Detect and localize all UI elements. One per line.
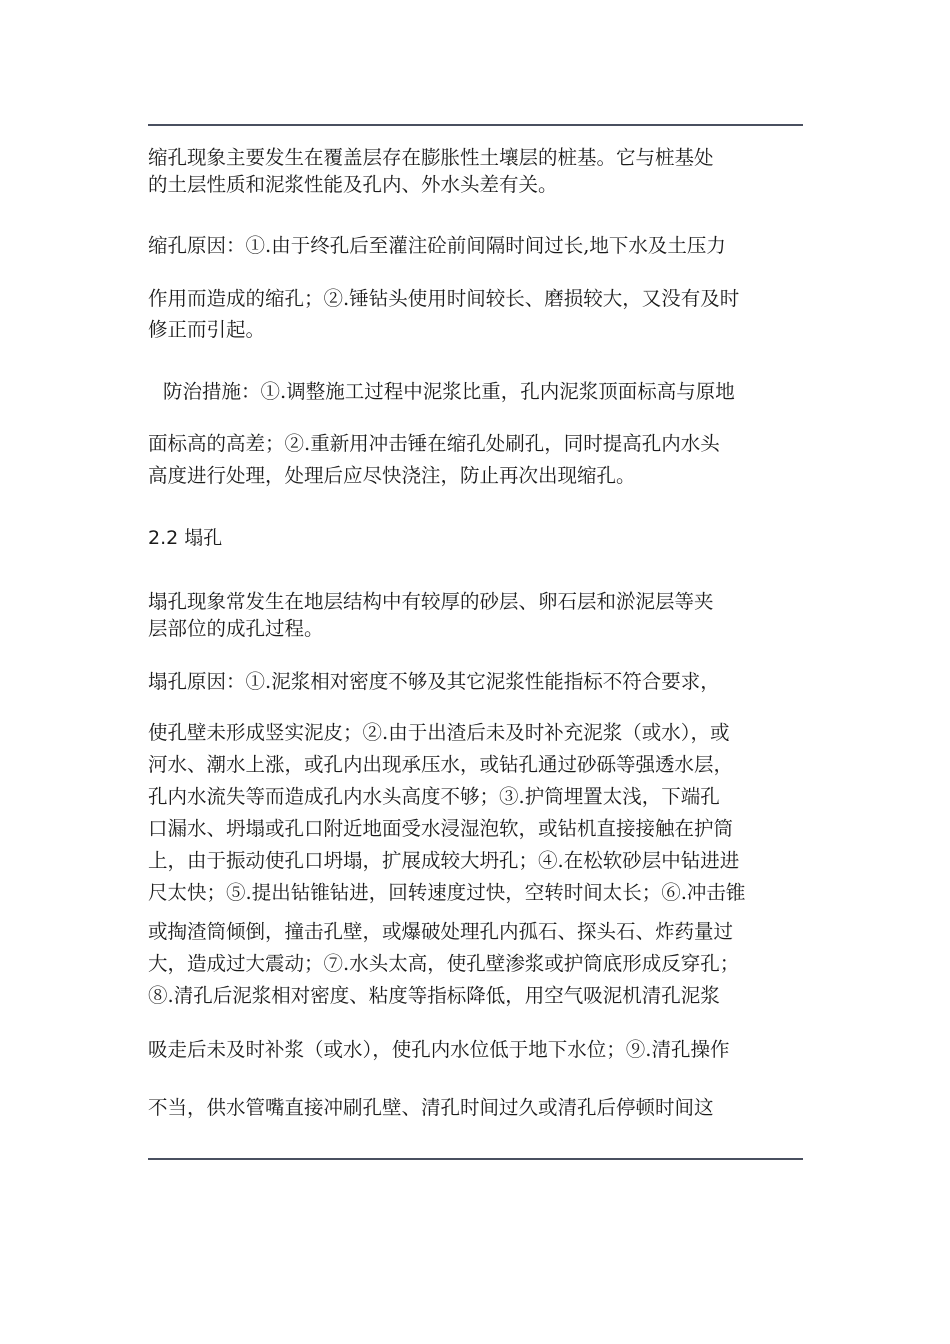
footer-rule xyxy=(148,1158,803,1160)
paragraph-line: 缩孔现象主要发生在覆盖层存在膨胀性土壤层的桩基。它与桩基处 xyxy=(148,146,714,169)
paragraph-line: 河水、潮水上涨，或孔内出现承压水，或钻孔通过砂砾等强透水层， xyxy=(148,753,734,776)
paragraph-line: 面标高的高差；②.重新用冲击锤在缩孔处刷孔，同时提高孔内水头 xyxy=(148,432,720,455)
header-rule xyxy=(148,124,803,126)
paragraph-line: 不当，供水管嘴直接冲刷孔壁、清孔时间过久或清孔后停顿时间这 xyxy=(148,1096,714,1119)
paragraph-line: 缩孔原因：①.由于终孔后至灌注砼前间隔时间过长,地下水及土压力 xyxy=(148,234,726,257)
paragraph-line: 使孔壁未形成竖实泥皮；②.由于出渣后未及时补充泥浆（或水），或 xyxy=(148,721,730,744)
section-heading: 2.2 塌孔 xyxy=(148,527,223,549)
paragraph-line: 吸走后未及时补浆（或水），使孔内水位低于地下水位；⑨.清孔操作 xyxy=(148,1038,730,1061)
paragraph-line: 孔内水流失等而造成孔内水头高度不够；③.护筒埋置太浅，下端孔 xyxy=(148,785,720,808)
paragraph-line: 大，造成过大震动；⑦.水头太高，使孔壁渗浆或护筒底形成反穿孔； xyxy=(148,952,740,975)
paragraph-line: 修正而引起。 xyxy=(148,318,266,341)
paragraph-line: 防治措施：①.调整施工过程中泥浆比重，孔内泥浆顶面标高与原地 xyxy=(163,380,735,403)
paragraph-line: ⑧.清孔后泥浆相对密度、粘度等指标降低，用空气吸泥机清孔泥浆 xyxy=(148,984,720,1007)
paragraph-line: 作用而造成的缩孔；②.锤钻头使用时间较长、磨损较大，又没有及时 xyxy=(148,287,740,310)
paragraph-line: 的土层性质和泥浆性能及孔内、外水头差有关。 xyxy=(148,173,558,196)
paragraph-line: 口漏水、坍塌或孔口附近地面受水浸湿泡软，或钻机直接接触在护筒 xyxy=(148,817,734,840)
paragraph-line: 或掏渣筒倾倒，撞击孔壁，或爆破处理孔内孤石、探头石、炸药量过 xyxy=(148,920,734,943)
paragraph-line: 塌孔原因：①.泥浆相对密度不够及其它泥浆性能指标不符合要求， xyxy=(148,670,720,693)
paragraph-line: 高度进行处理，处理后应尽快浇注，防止再次出现缩孔。 xyxy=(148,464,636,487)
paragraph-line: 上，由于振动使孔口坍塌，扩展成较大坍孔；④.在松软砂层中钻进进 xyxy=(148,849,740,872)
paragraph-line: 塌孔现象常发生在地层结构中有较厚的砂层、卵石层和淤泥层等夹 xyxy=(148,590,714,613)
paragraph-line: 尺太快；⑤.提出钻锥钻进，回转速度过快，空转时间太长；⑥.冲击锥 xyxy=(148,881,746,904)
paragraph-line: 层部位的成孔过程。 xyxy=(148,617,324,640)
